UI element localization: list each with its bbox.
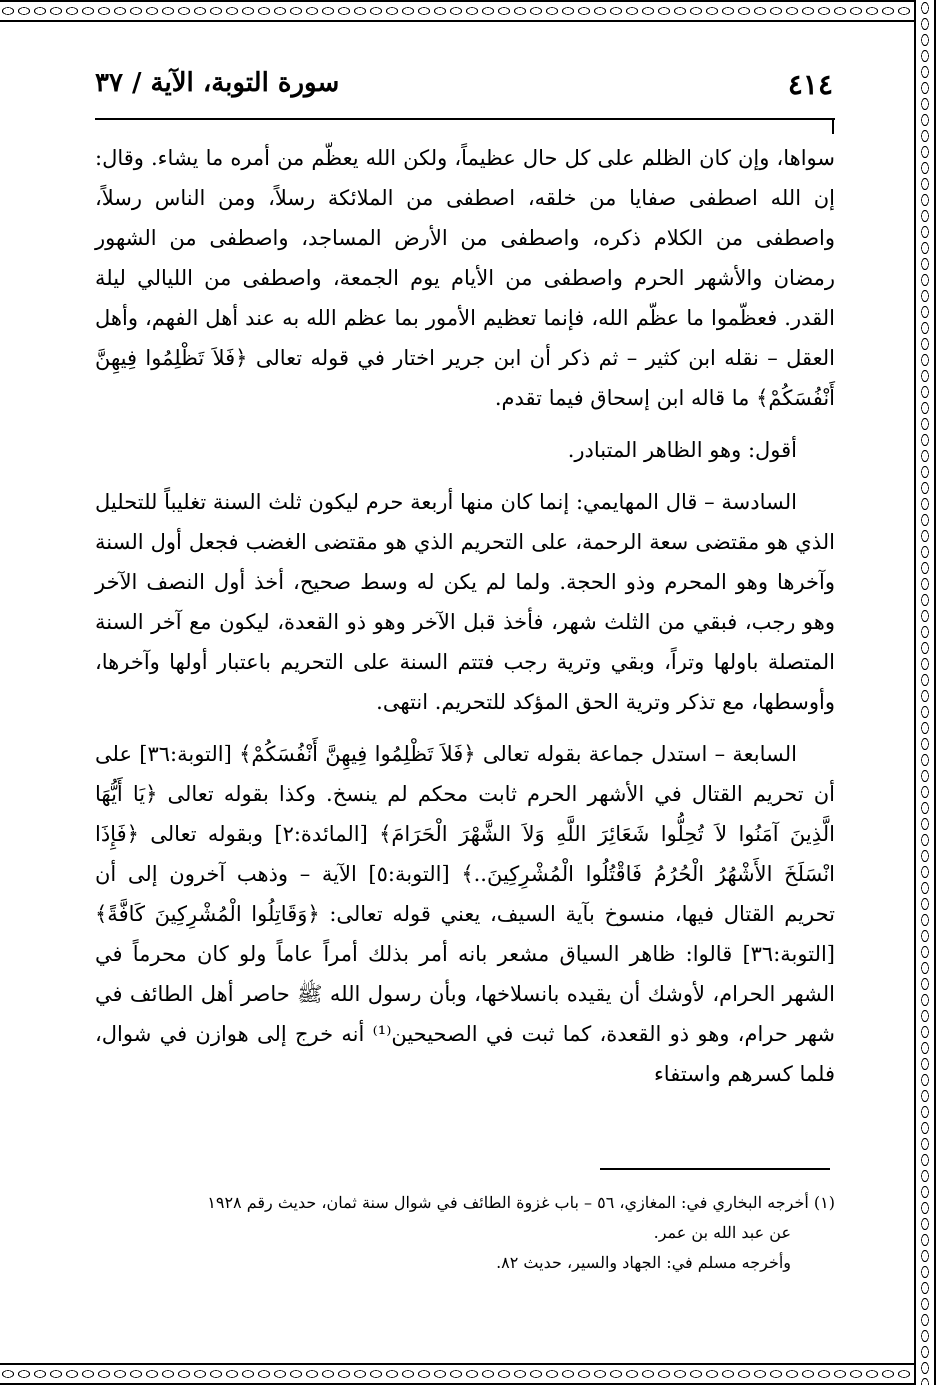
top-border-ornament <box>0 0 914 22</box>
header-rule-tick <box>832 118 834 134</box>
footnote-separator <box>600 1168 830 1170</box>
paragraph-2: أقول: وهو الظاهر المتبادر. <box>567 438 797 462</box>
page-header <box>95 68 833 118</box>
paragraph-3: السادسة – قال المهايمي: إنما كان منها أربعة حرم ليكون ثلث السنة تغليباً للتحليل الذي هو مقتضى سعة الرحمة، على التحريم الذي هو مقتضى الغضب فجعل أول السنة وآخرها وهو المحرم وذو الحجة. ولما لم يكن له وسط صحيح، أخذ أول النصف الآخر وهو رجب، فبقي من الثلث شهر، فأخذ قبل الآخر وهو ذو القعدة، ليكون مع آخر السنة المتصلة باولها وتراً، وبقي وترية رجب فتتم السنة على التحريم باعتبار أولها وآخرها، وأوسطها، مع تذكر وترية الحق المؤكد للتحريم. انتهى. <box>95 490 835 714</box>
page-number: ٤١٤ <box>787 68 833 101</box>
footnotes <box>95 1188 835 1278</box>
paragraph-1: سواها، وإن كان الظلم على كل حال عظيماً، ولكن الله يعظّم من أمره ما يشاء. وقال: إن الله اصطفى صفايا من خلقه، اصطفى من الملائكة رسلاً، ومن الناس رسلاً، واصطفى من الكلام ذكره، واصطفى من الأرض المساجد، واصطفى من الشهور رمضان والأشهر الحرم واصطفى من الأيام يوم الجمعة، واصطفى من الليالي ليلة القدر. فعظّموا ما عظّم الله، فإنما تعظيم الأمور بما عظم الله به عند أهل الفهم، وأهل العقل – نقله ابن كثير – ثم ذكر أن ابن جرير اختار في قوله تعالى ﴿فَلاَ تَظْلِمُوا فِيهِنَّ أَنْفُسَكُمْ﴾ ما قاله ابن إسحاق فيما تقدم. <box>95 146 835 410</box>
footnote-1-second-source: وأخرجه مسلم في: الجهاد والسير، حديث ٨٢. <box>496 1253 791 1272</box>
running-title: سورة التوبة، الآية / ٣٧ <box>95 68 340 98</box>
header-rule <box>95 118 835 120</box>
body-text <box>95 138 835 1106</box>
footnote-1: (١) أخرجه البخاري في: المغازي، ٥٦ – باب غزوة الطائف في شوال سنة ثمان، حديث رقم ١٩٢٨ <box>207 1193 835 1212</box>
footnote-1-continuation: عن عبد الله بن عمر. <box>653 1223 791 1242</box>
bottom-border-ornament <box>0 1363 914 1385</box>
paragraph-4: السابعة – استدل جماعة بقوله تعالى ﴿فَلاَ تَظْلِمُوا فِيهِنَّ أَنْفُسَكُمْ﴾ [التوبة:٣٦] على أن تحريم القتال في الأشهر الحرم ثابت محكم لم ينسخ. وكذا بقوله تعالى ﴿يَا أَيُّهَا الَّذِينَ آمَنُوا لاَ تُحِلُّوا شَعَائِرَ اللَّهِ وَلاَ الشَّهْرَ الْحَرَامَ﴾ [المائدة:٢] وبقوله تعالى ﴿فَإِذَا انْسَلَخَ الأَشْهُرُ الْحُرُمُ فَاقْتُلُوا الْمُشْرِكِينَ..﴾ [التوبة:٥] الآية – وذهب آخرون إلى أن تحريم القتال فيها، منسوخ بآية السيف، يعني قوله تعالى: ﴿وَقَاتِلُوا الْمُشْرِكِينَ كَافَّةً﴾ [التوبة:٣٦] قالوا: ظاهر السياق مشعر بانه أمر بذلك أمراً عاماً ولو كان محرماً في الشهر الحرام، لأوشك أن يقيده بانسلاخها، وبأن رسول الله ﷺ حاصر أهل الطائف في شهر حرام، وهو ذو القعدة، كما ثبت في الصحيحين⁽¹⁾ أنه خرج إلى هوازن في شوال، فلما كسرهم واستفاء <box>95 742 835 1086</box>
right-border-ornament <box>914 0 936 1385</box>
